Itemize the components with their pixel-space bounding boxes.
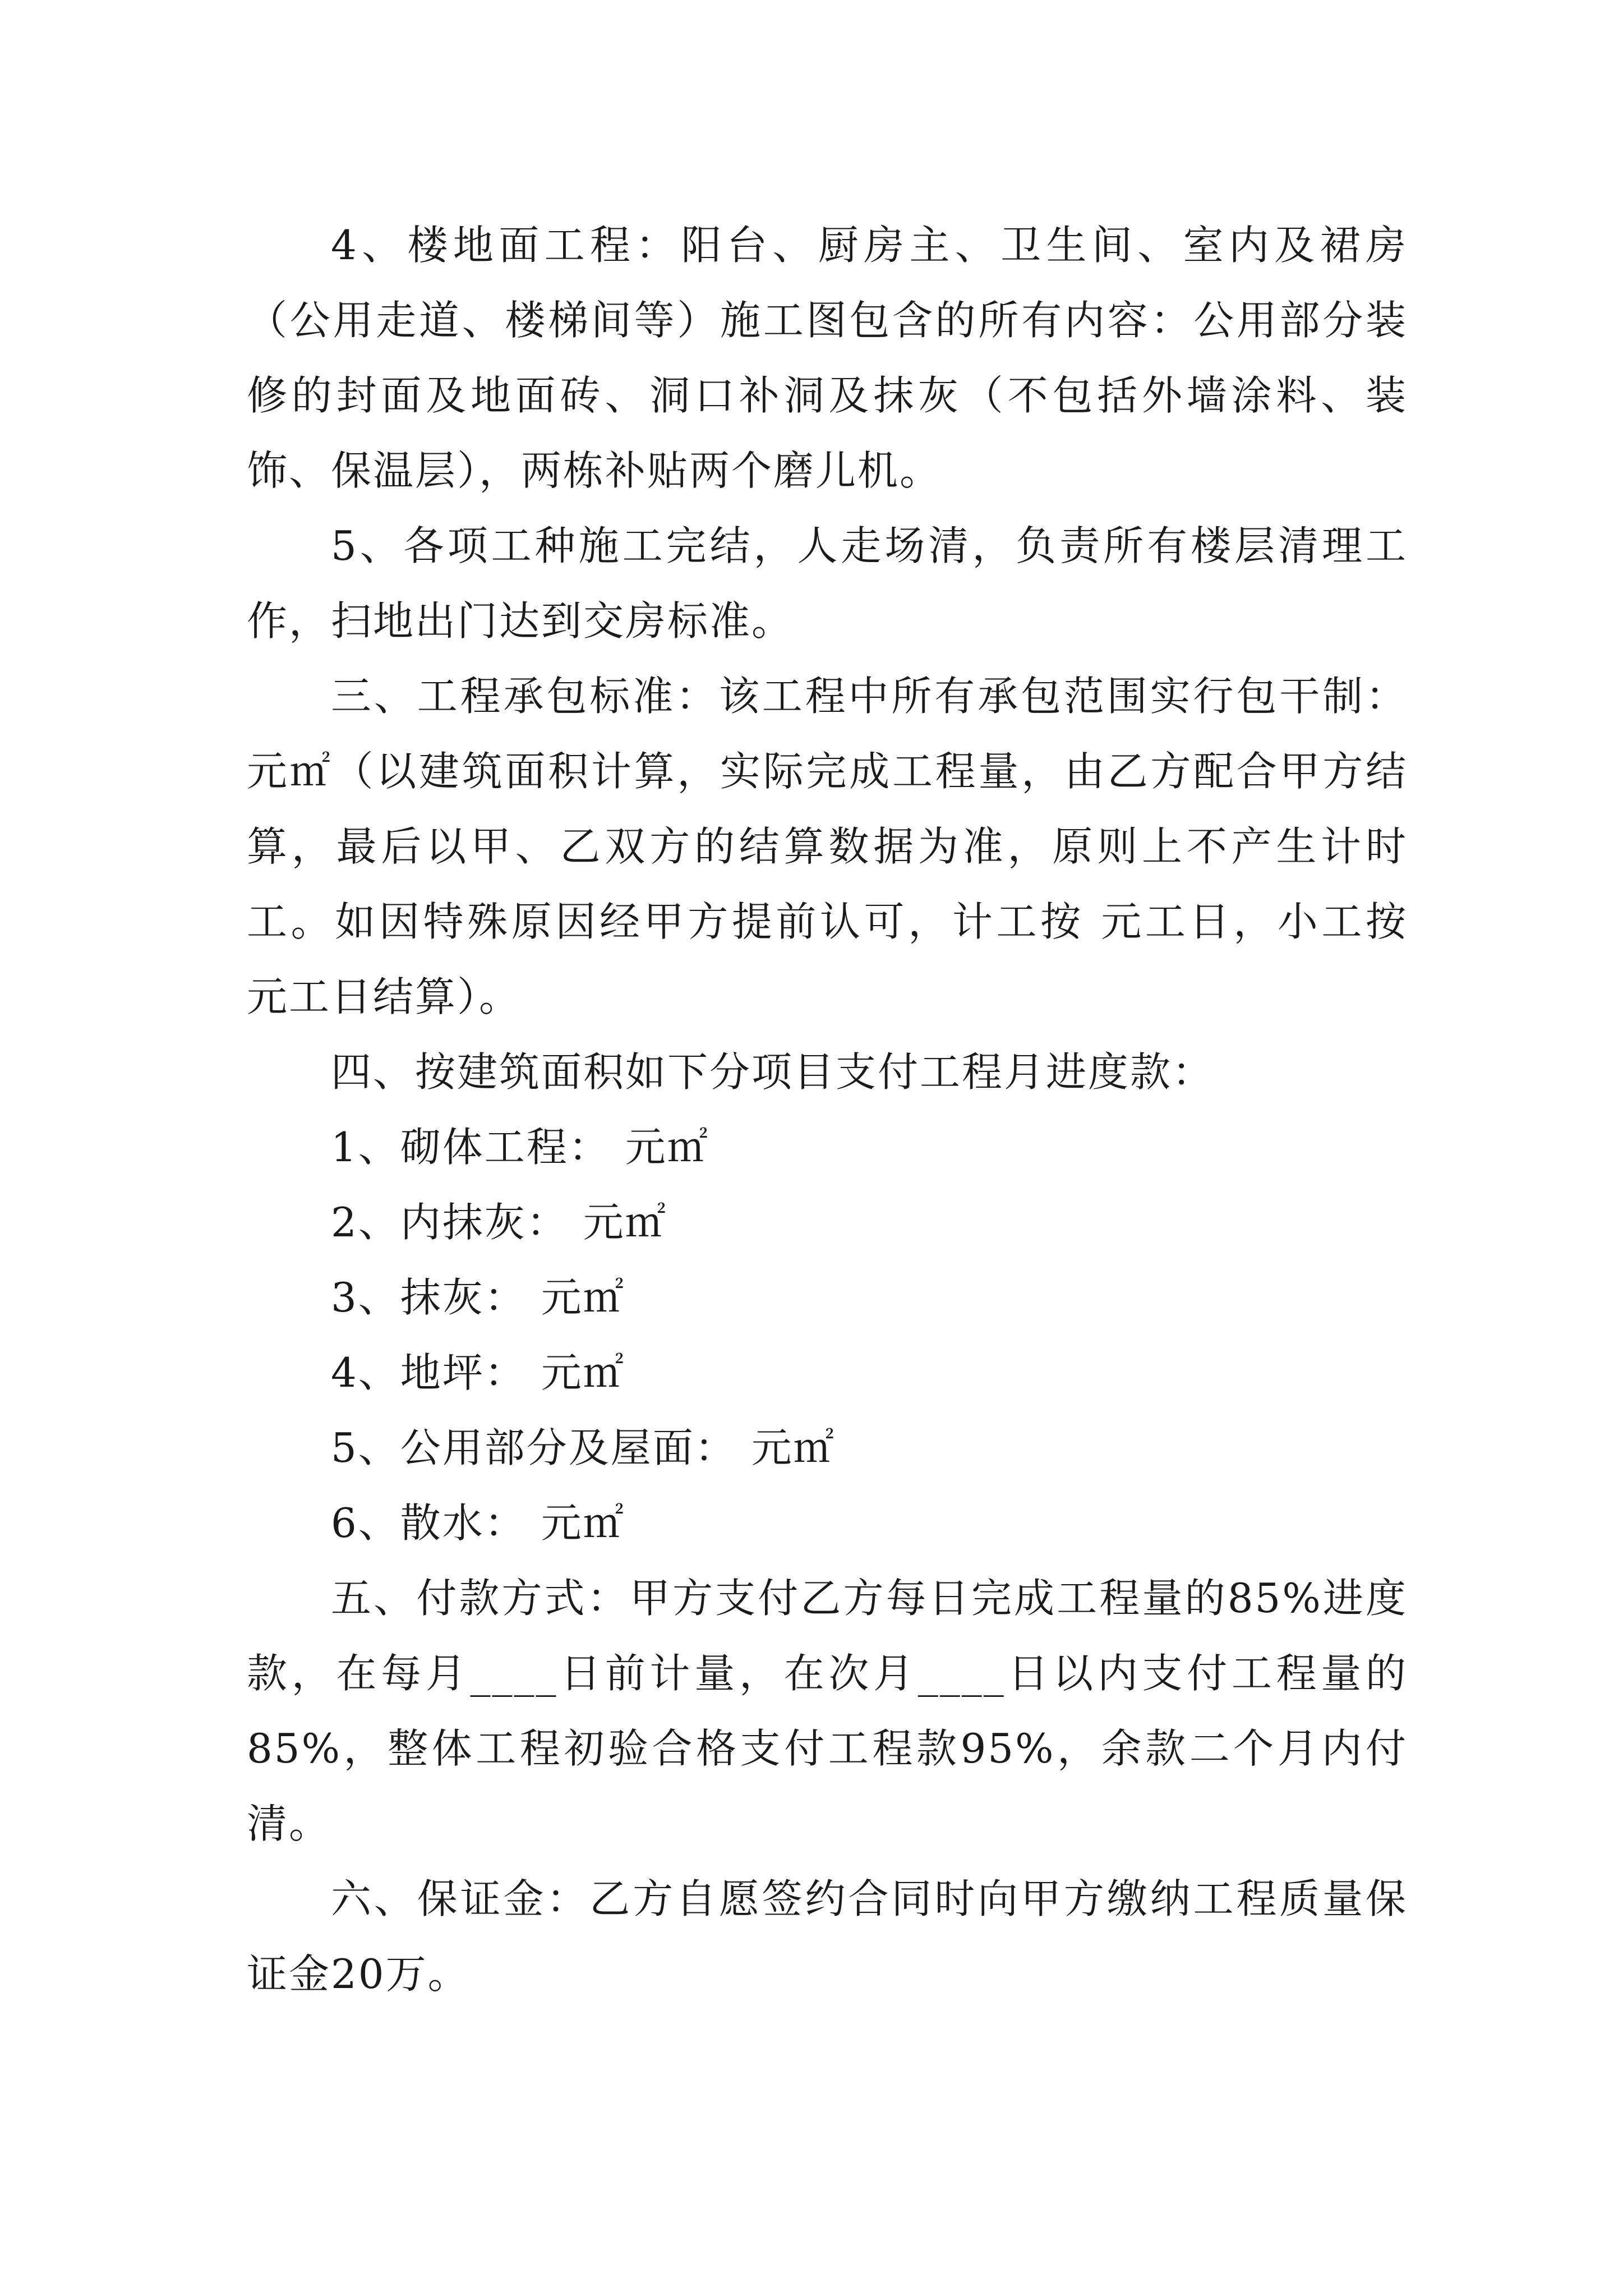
paragraph-site-cleanup: 5、各项工种施工完结，人走场清，负责所有楼层清理工作，扫地出门达到交房标准。	[247, 522, 1408, 645]
paragraph-item-plaster: 3、抹灰： 元㎡	[331, 1274, 625, 1321]
paragraph-item-public-roof: 5、公用部分及屋面： 元㎡	[331, 1424, 836, 1471]
document-page	[247, 208, 1408, 2012]
paragraph-item-floor-slab: 4、地坪： 元㎡	[331, 1349, 625, 1396]
paragraph-item-interior-plaster: 2、内抹灰： 元㎡	[331, 1199, 667, 1246]
paragraph-payment-method: 五、付款方式：甲方支付乙方每日完成工程量的85%进度款，在每月____日前计量，在次月____日以内支付工程量的85%，整体工程初验合格支付工程款95%，余款二个月内付清。	[247, 1575, 1408, 1847]
paragraph-contract-standard: 三、工程承包标准：该工程中所有承包范围实行包干制：元㎡（以建筑面积计算，实际完成工程量，由乙方配合甲方结算，最后以甲、乙双方的结算数据为准，原则上不产生计时工。如因特殊原因经甲方提前认可，计工按 元工日，小工按 元工日结算）。	[247, 673, 1408, 1020]
paragraph-progress-payment-heading: 四、按建筑面积如下分项目支付工程月进度款：	[331, 1048, 1215, 1096]
paragraph-item-masonry: 1、砌体工程： 元㎡	[331, 1124, 709, 1171]
paragraph-deposit: 六、保证金：乙方自愿签约合同时向甲方缴纳工程质量保证金20万。	[247, 1875, 1408, 1998]
paragraph-floor-works: 4、楼地面工程：阳台、厨房主、卫生间、室内及裙房（公用走道、楼梯间等）施工图包含的所有内容：公用部分装修的封面及地面砖、洞口补洞及抹灰（不包括外墙涂料、装饰、保温层），两栋补贴两个磨儿机。	[247, 222, 1408, 494]
paragraph-item-apron: 6、散水： 元㎡	[331, 1499, 625, 1547]
